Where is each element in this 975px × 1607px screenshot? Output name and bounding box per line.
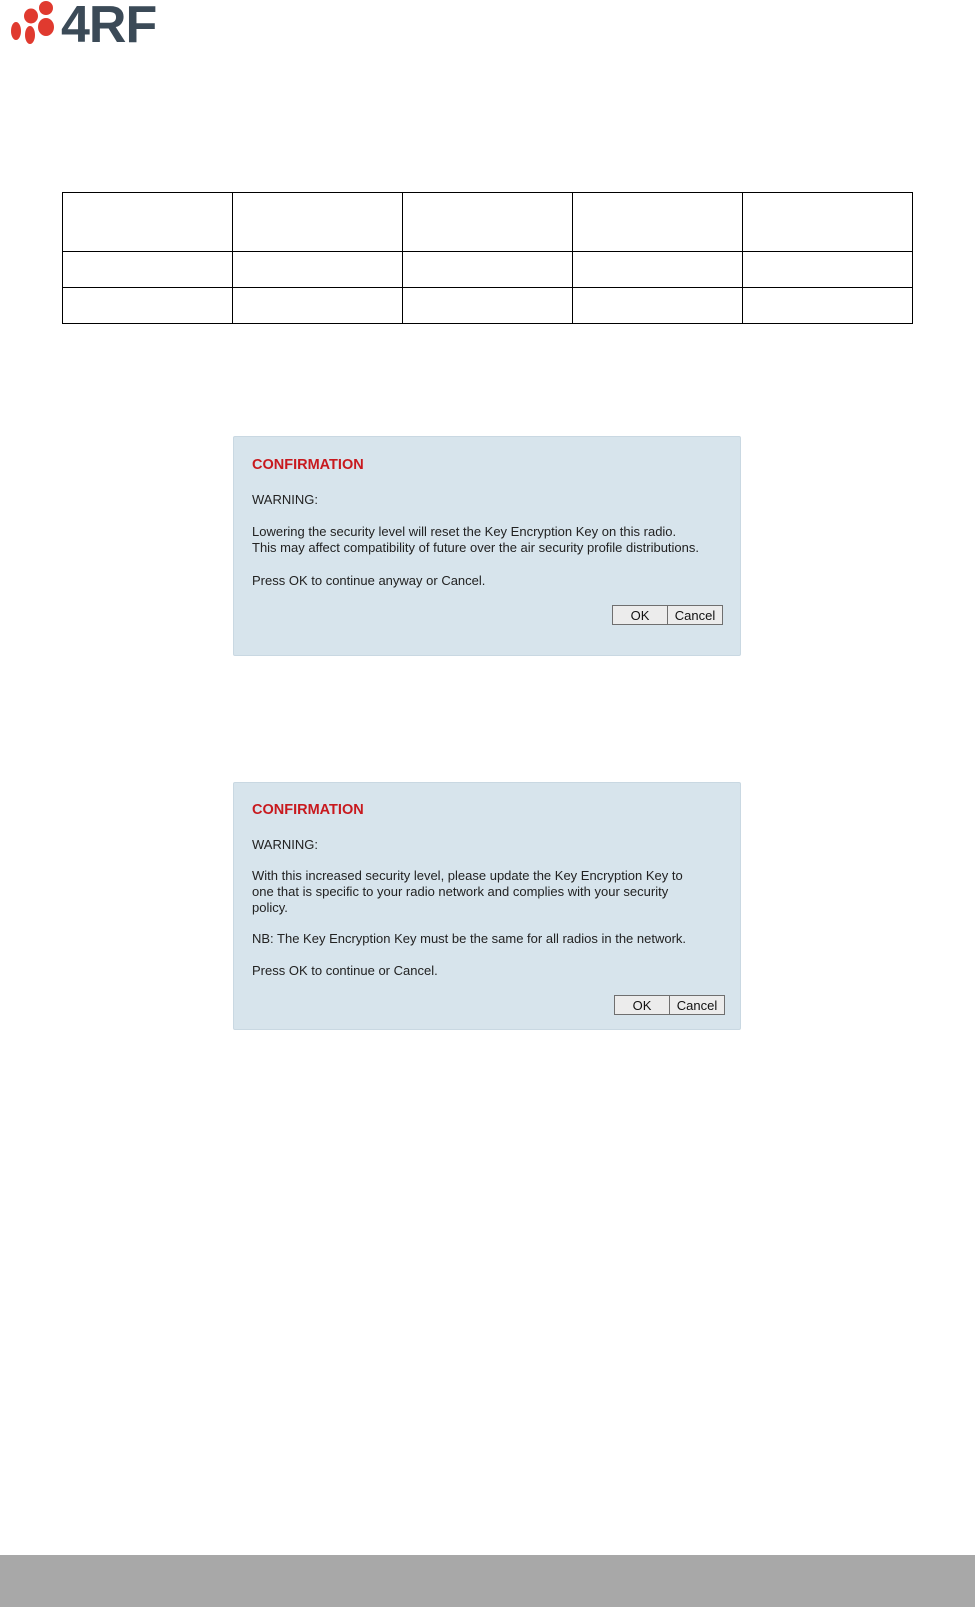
confirmation-dialog-lower-security [233, 436, 741, 656]
table-cell [233, 288, 403, 324]
ok-button[interactable]: OK [612, 605, 668, 625]
table-cell [743, 193, 913, 252]
table-cell [573, 288, 743, 324]
dialog-title: CONFIRMATION [252, 802, 364, 818]
logo-text: 4RF [61, 0, 157, 48]
dialog-prompt: Press OK to continue anyway or Cancel. [252, 573, 486, 588]
table-cell [63, 193, 233, 252]
dialog-message-line2: This may affect compatibility of future over the air security profile distributions. [252, 540, 700, 555]
dialog-button-group [612, 605, 723, 625]
empty-table [62, 192, 913, 324]
table-cell [403, 288, 573, 324]
dialog-message-line1: With this increased security level, please update the Key Encryption Key to [252, 868, 683, 883]
table-cell [63, 288, 233, 324]
table-cell [743, 288, 913, 324]
dialog-message-line2: one that is specific to your radio network and complies with your security [252, 884, 669, 899]
table-cell [233, 252, 403, 288]
table-cell [63, 252, 233, 288]
table-cell [573, 252, 743, 288]
dialog-message-line1: Lowering the security level will reset the Key Encryption Key on this radio. [252, 524, 677, 539]
cancel-button[interactable]: Cancel [669, 995, 725, 1015]
table-cell [403, 252, 573, 288]
logo-dots [11, 1, 54, 44]
dialog-button-group [614, 995, 725, 1015]
brand-logo [8, 0, 183, 48]
confirmation-dialog-raise-security [233, 782, 741, 1030]
dialog-title: CONFIRMATION [252, 457, 364, 473]
dialog-warning: WARNING: [252, 837, 318, 852]
dialog-message-line3: policy. [252, 900, 288, 915]
table-row [63, 288, 913, 324]
ok-button[interactable]: OK [614, 995, 670, 1015]
dialog-note: NB: The Key Encryption Key must be the same for all radios in the network. [252, 931, 687, 946]
page-footer-bar [0, 1555, 975, 1607]
table-row [63, 252, 913, 288]
dialog-warning: WARNING: [252, 492, 318, 507]
dialog-prompt: Press OK to continue or Cancel. [252, 963, 438, 978]
table-cell [403, 193, 573, 252]
table-cell [233, 193, 403, 252]
table-header-row [63, 193, 913, 252]
table-cell [743, 252, 913, 288]
table-cell [573, 193, 743, 252]
cancel-button[interactable]: Cancel [667, 605, 723, 625]
